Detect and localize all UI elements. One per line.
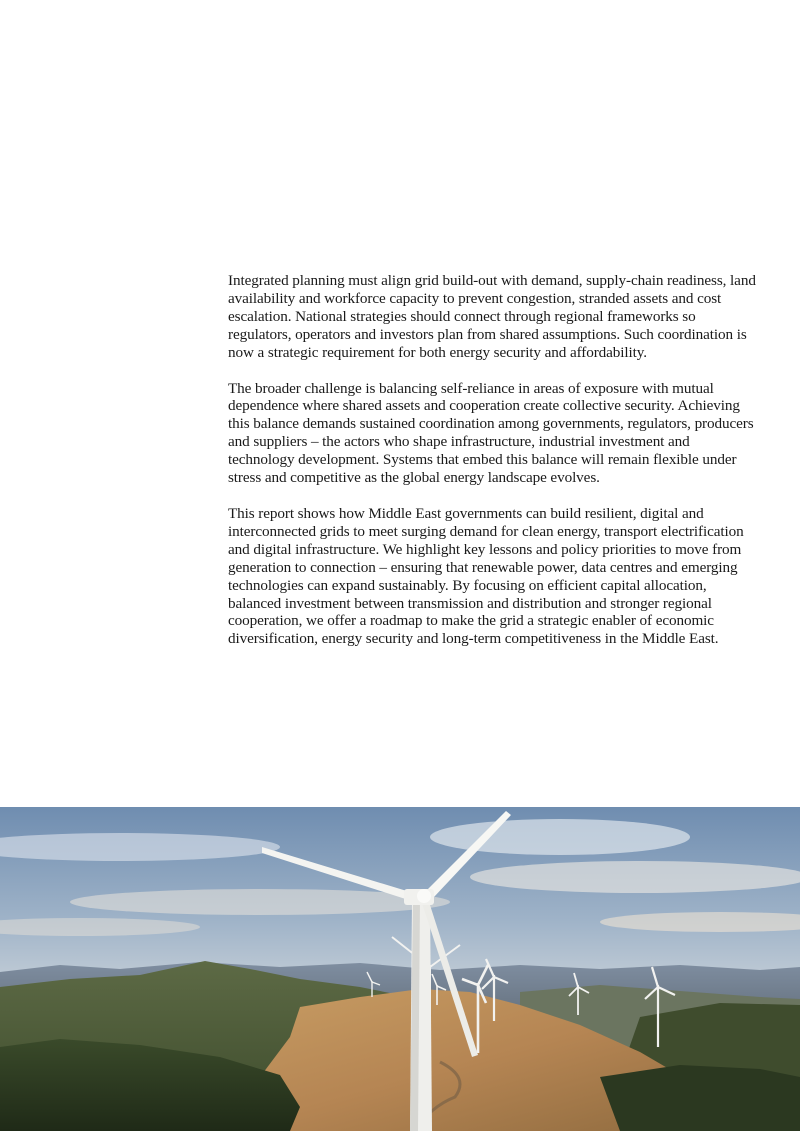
wind-farm-photo — [0, 807, 800, 1131]
paragraph-3: This report shows how Middle East governments can build resilient, digital and interconnected grids to meet surging demand for clean energy, transport electrification and digital infrastructure. We highlight key lessons and policy priorities to move from generation to connection – ensuring that renewable power, data centres and emerging technologies can expand sustainably. By focusing on efficient capital allocation, balanced investment between transmission and distribution and stronger regional cooperation, we offer a roadmap to make the grid a strategic enabler of economic diversification, energy security and long-term competitiveness in the Middle East. — [228, 504, 744, 648]
paragraph-2: The broader challenge is balancing self-reliance in areas of exposure with mutual dependence where shared assets and cooperation create collective security. Achieving this balance demands sustained coordination among governments, regulators, producers and suppliers – the actors who shape infrastructure, industrial investment and technology development. Systems that embed this balance will remain flexible under stress and competitive as the global energy landscape evolves. — [228, 379, 754, 487]
paragraph-1: Integrated planning must align grid build-out with demand, supply-chain readiness, land availability and workforce capacity to prevent congestion, stranded assets and cost escalation. National strategies should connect through regional frameworks so regulators, operators and investors plan from shared assumptions. Such coordination is now a strategic requirement for both energy security and affordability. — [228, 272, 756, 361]
body-text — [228, 272, 756, 666]
